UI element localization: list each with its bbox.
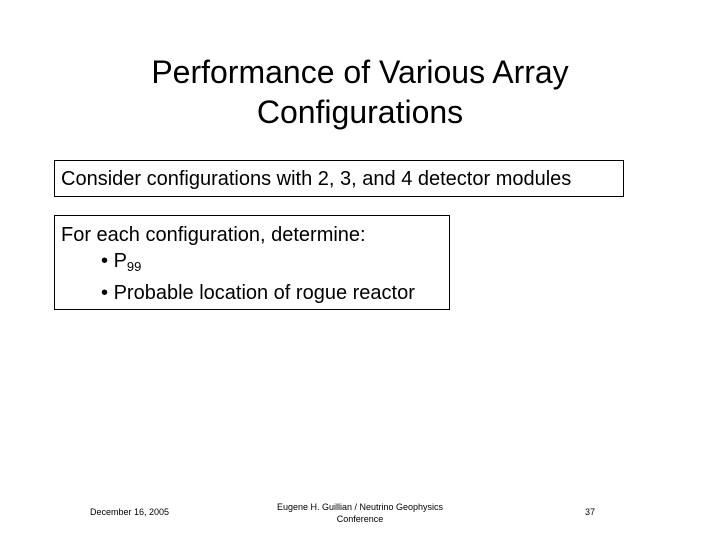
determine-text-box xyxy=(54,215,450,310)
slide-title-line-1: Performance of Various Array xyxy=(151,54,569,90)
bullet-item-p99 xyxy=(61,248,449,280)
bullet-subscript: 99 xyxy=(126,259,142,274)
slide-title xyxy=(60,52,660,132)
slide-title-line-2: Configurations xyxy=(256,94,464,130)
footer-author-line-1: Eugene H. Guillian / Neutrino Geophysics xyxy=(276,502,444,512)
configurations-text-box xyxy=(54,160,624,197)
bullet-text: P xyxy=(113,250,127,272)
bullet-text: Probable location of rogue reactor xyxy=(113,282,415,304)
footer-author xyxy=(260,501,460,525)
bullet-item-rogue-reactor xyxy=(61,280,449,306)
configurations-text: Consider configurations with 2, 3, and 4 detector modules xyxy=(61,168,572,190)
bullet-icon: • xyxy=(101,282,109,304)
footer-page-number: 37 xyxy=(585,507,596,517)
footer-date: December 16, 2005 xyxy=(90,507,170,517)
bullet-icon: • xyxy=(101,250,109,272)
determine-heading: For each configuration, determine: xyxy=(61,224,366,246)
footer-author-line-2: Conference xyxy=(336,514,384,524)
